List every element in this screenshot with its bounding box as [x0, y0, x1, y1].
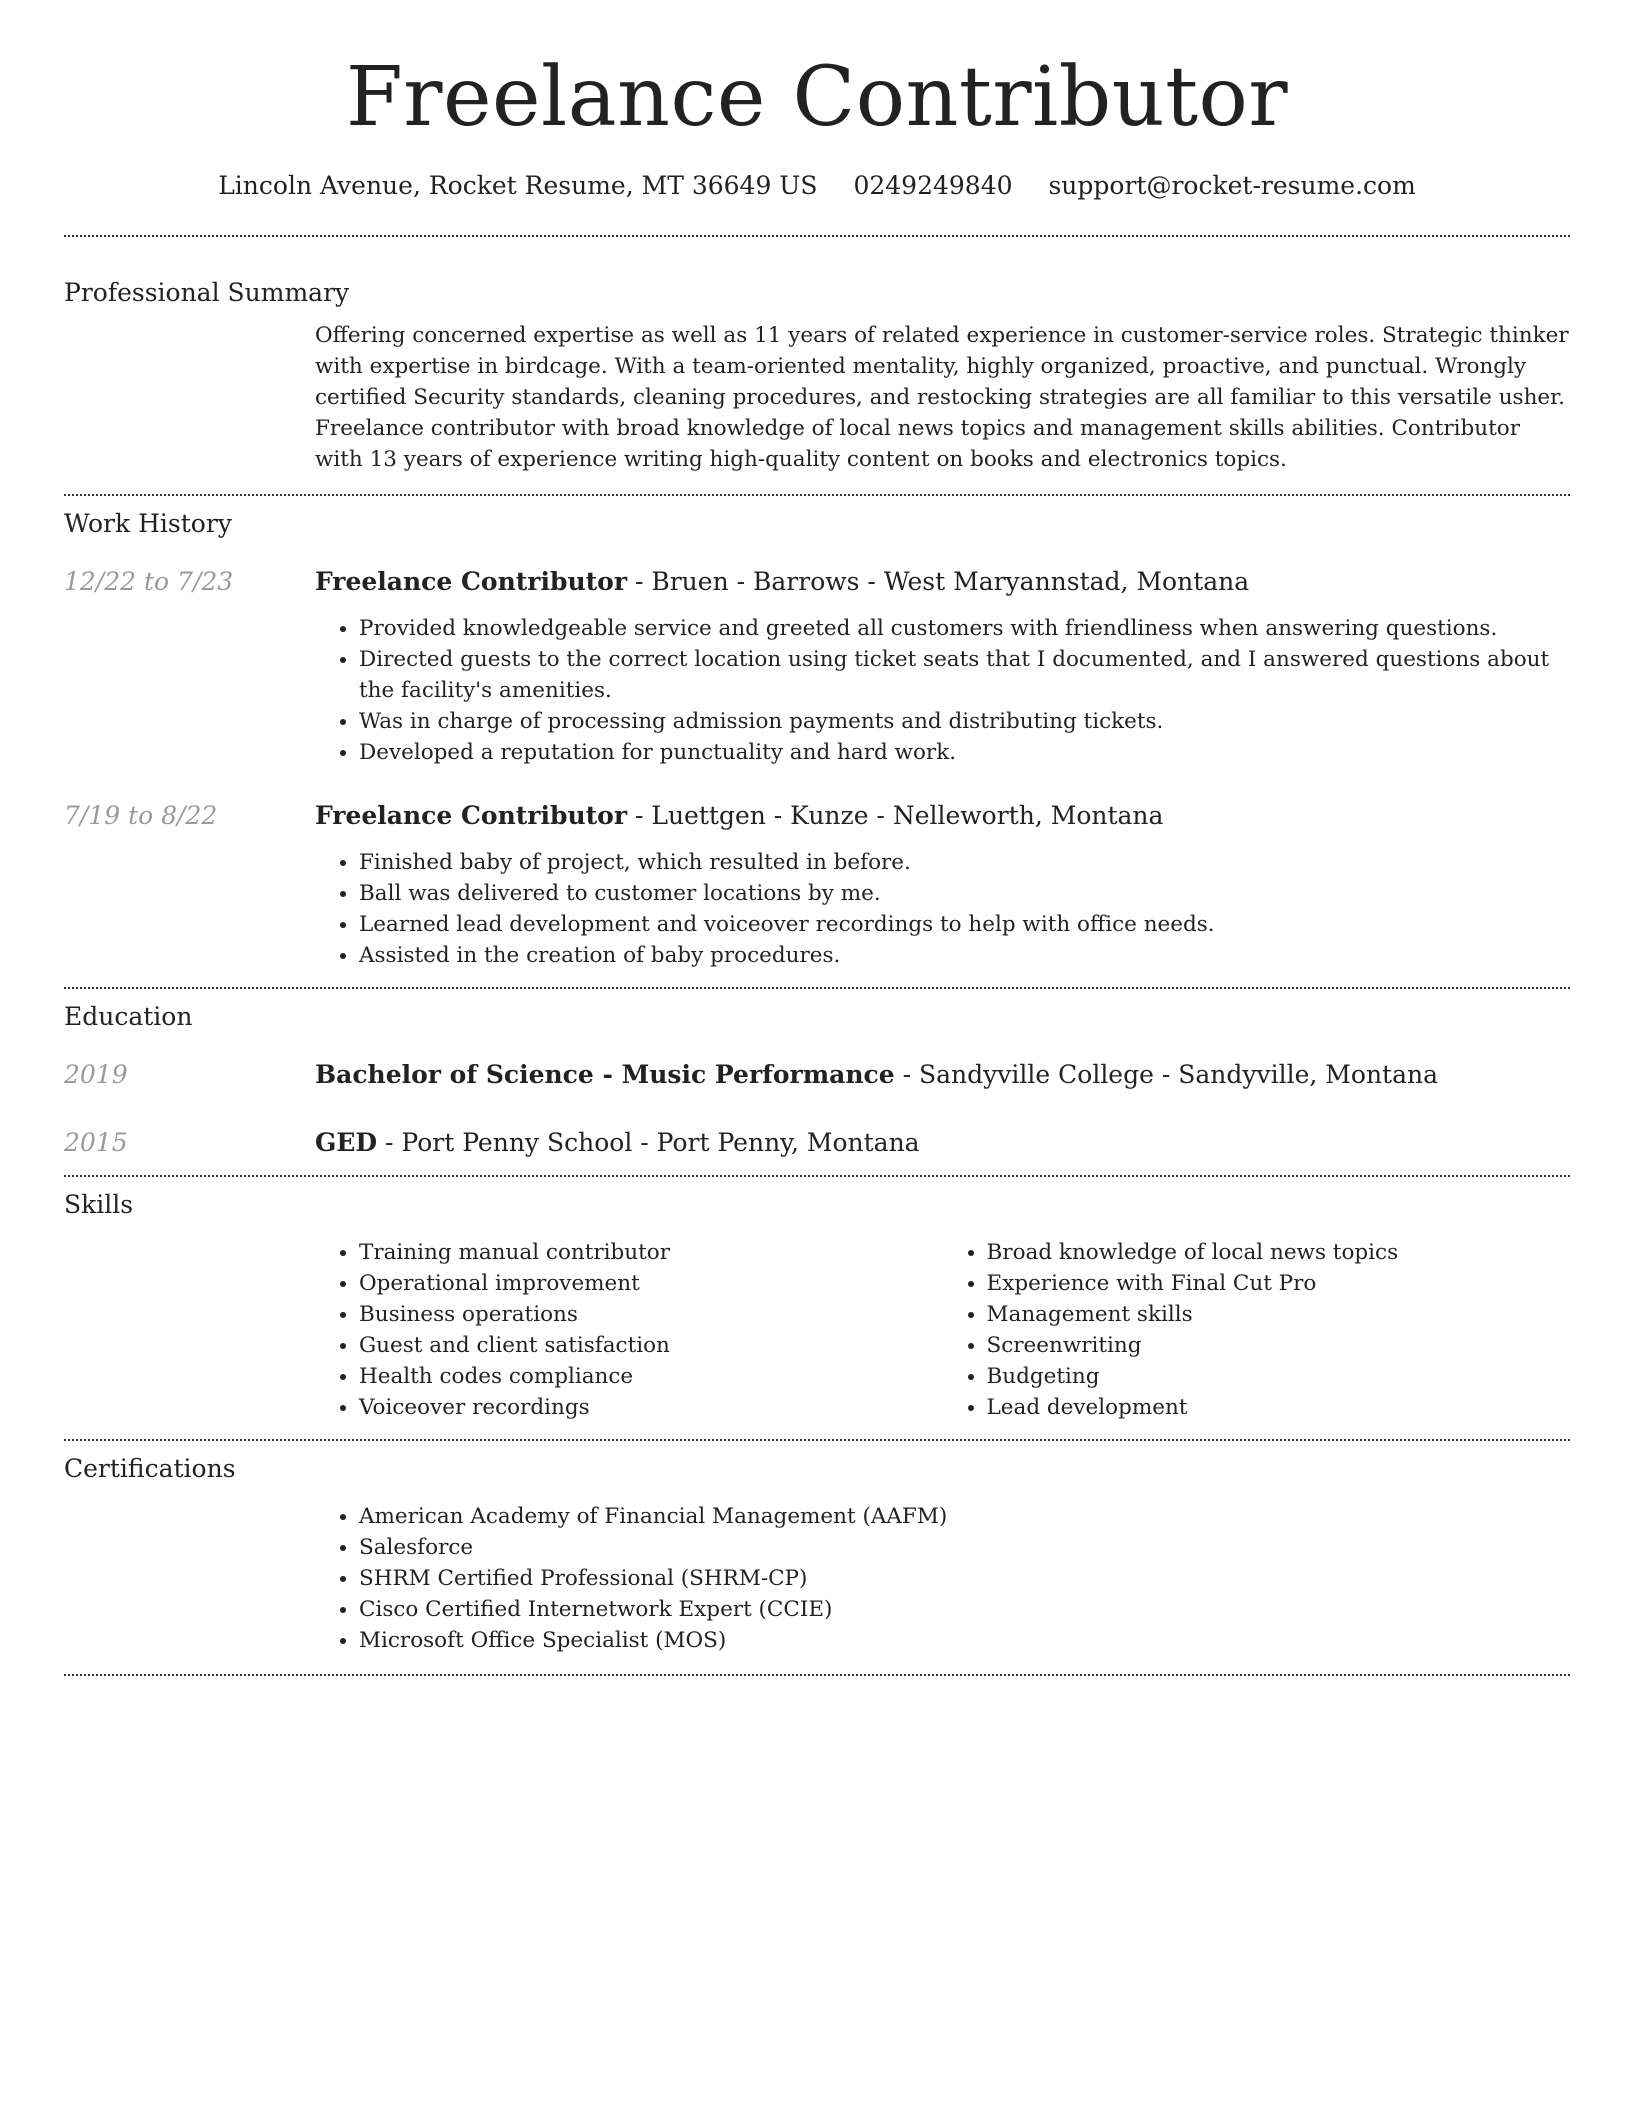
education-degree: Bachelor of Science - Music Performance	[315, 1060, 895, 1089]
list-item: • Guest and client satisfaction	[359, 1330, 943, 1361]
job-details: - Luettgen - Kunze - Nelleworth, Montana	[627, 801, 1164, 830]
certifications-section	[64, 1453, 1570, 1656]
skills-list-left	[315, 1237, 943, 1423]
list-item: • Business operations	[359, 1299, 943, 1330]
list-item: • Broad knowledge of local news topics	[987, 1237, 1571, 1268]
skills-columns	[315, 1237, 1570, 1423]
list-item: • Developed a reputation for punctuality and hard work.	[359, 737, 1570, 768]
summary-text: Offering concerned expertise as well as 11 years of related experience in customer-service roles. Strategic thinker with expertise in birdcage. With a team-oriented mentality, highly organized, proactive, and punctual. Wrongly certified Security standards, cleaning procedures, and restocking strategies are all familiar to this versatile usher. Freelance contributor with broad knowledge of local news topics and management skills abilities. Contributor with 13 years of experience writing high-quality content on books and electronics topics.	[315, 323, 1569, 472]
list-item: • Assisted in the creation of baby procedures.	[359, 940, 1570, 971]
contact-phone: 0249249840	[853, 171, 1013, 200]
education-title	[315, 1127, 1570, 1159]
list-item: • Lead development	[987, 1392, 1571, 1423]
list-item: • Training manual contributor	[359, 1237, 943, 1268]
divider	[64, 1674, 1570, 1676]
job-entry	[64, 566, 1570, 768]
education-entry	[64, 1127, 1570, 1159]
list-item: • Management skills	[987, 1299, 1571, 1330]
certifications-heading: Certifications	[64, 1454, 236, 1483]
education-details: - Sandyville College - Sandyville, Montana	[894, 1060, 1439, 1089]
contact-line	[64, 170, 1570, 202]
work-heading: Work History	[64, 509, 232, 538]
job-details: - Bruen - Barrows - West Maryannstad, Montana	[627, 567, 1250, 596]
list-item: • Operational improvement	[359, 1268, 943, 1299]
education-section	[64, 1001, 1570, 1159]
list-item: • American Academy of Financial Management (AAFM)	[359, 1501, 1570, 1532]
summary-section	[64, 277, 1570, 475]
job-entry	[64, 800, 1570, 971]
education-title	[315, 1059, 1570, 1091]
education-heading: Education	[64, 1002, 193, 1031]
list-item: • Experience with Final Cut Pro	[987, 1268, 1571, 1299]
education-year: 2015	[64, 1128, 128, 1157]
job-dates: 12/22 to 7/23	[64, 567, 234, 596]
job-title	[315, 800, 1570, 832]
skills-list-right	[943, 1237, 1571, 1423]
list-item: • Directed guests to the correct location using ticket seats that I documented, and I answered questions about the facility's amenities.	[359, 644, 1570, 706]
resume-page	[64, 0, 1570, 1676]
skills-heading: Skills	[64, 1190, 134, 1219]
job-bullets	[315, 847, 1570, 971]
education-degree: GED	[315, 1128, 378, 1157]
work-section	[64, 508, 1570, 971]
job-bullets	[315, 613, 1570, 768]
summary-heading: Professional Summary	[64, 278, 350, 307]
divider	[64, 987, 1570, 989]
list-item: • Cisco Certified Internetwork Expert (CCIE)	[359, 1594, 1570, 1625]
list-item: • Learned lead development and voiceover recordings to help with office needs.	[359, 909, 1570, 940]
list-item: • Finished baby of project, which resulted in before.	[359, 847, 1570, 878]
divider	[64, 235, 1570, 237]
list-item: • Was in charge of processing admission payments and distributing tickets.	[359, 706, 1570, 737]
resume-name: Freelance Contributor	[345, 50, 1289, 145]
divider	[64, 1175, 1570, 1177]
job-dates: 7/19 to 8/22	[64, 801, 218, 830]
education-details: - Port Penny School - Port Penny, Montana	[377, 1128, 920, 1157]
list-item: • Salesforce	[359, 1532, 1570, 1563]
job-role: Freelance Contributor	[315, 801, 628, 830]
education-year: 2019	[64, 1060, 128, 1089]
list-item: • Provided knowledgeable service and greeted all customers with friendliness when answering questions.	[359, 613, 1570, 644]
list-item: • Ball was delivered to customer locations by me.	[359, 878, 1570, 909]
contact-address: Lincoln Avenue, Rocket Resume, MT 36649 US	[218, 171, 818, 200]
divider	[64, 494, 1570, 496]
certifications-list	[315, 1501, 1570, 1656]
list-item: • Microsoft Office Specialist (MOS)	[359, 1625, 1570, 1656]
contact-email: support@rocket-resume.com	[1048, 171, 1416, 200]
job-title	[315, 566, 1570, 598]
list-item: • Screenwriting	[987, 1330, 1571, 1361]
skills-section	[64, 1189, 1570, 1423]
list-item: • SHRM Certified Professional (SHRM-CP)	[359, 1563, 1570, 1594]
job-role: Freelance Contributor	[315, 567, 628, 596]
education-entry	[64, 1059, 1570, 1091]
list-item: • Health codes compliance	[359, 1361, 943, 1392]
list-item: • Budgeting	[987, 1361, 1571, 1392]
list-item: • Voiceover recordings	[359, 1392, 943, 1423]
divider	[64, 1439, 1570, 1441]
